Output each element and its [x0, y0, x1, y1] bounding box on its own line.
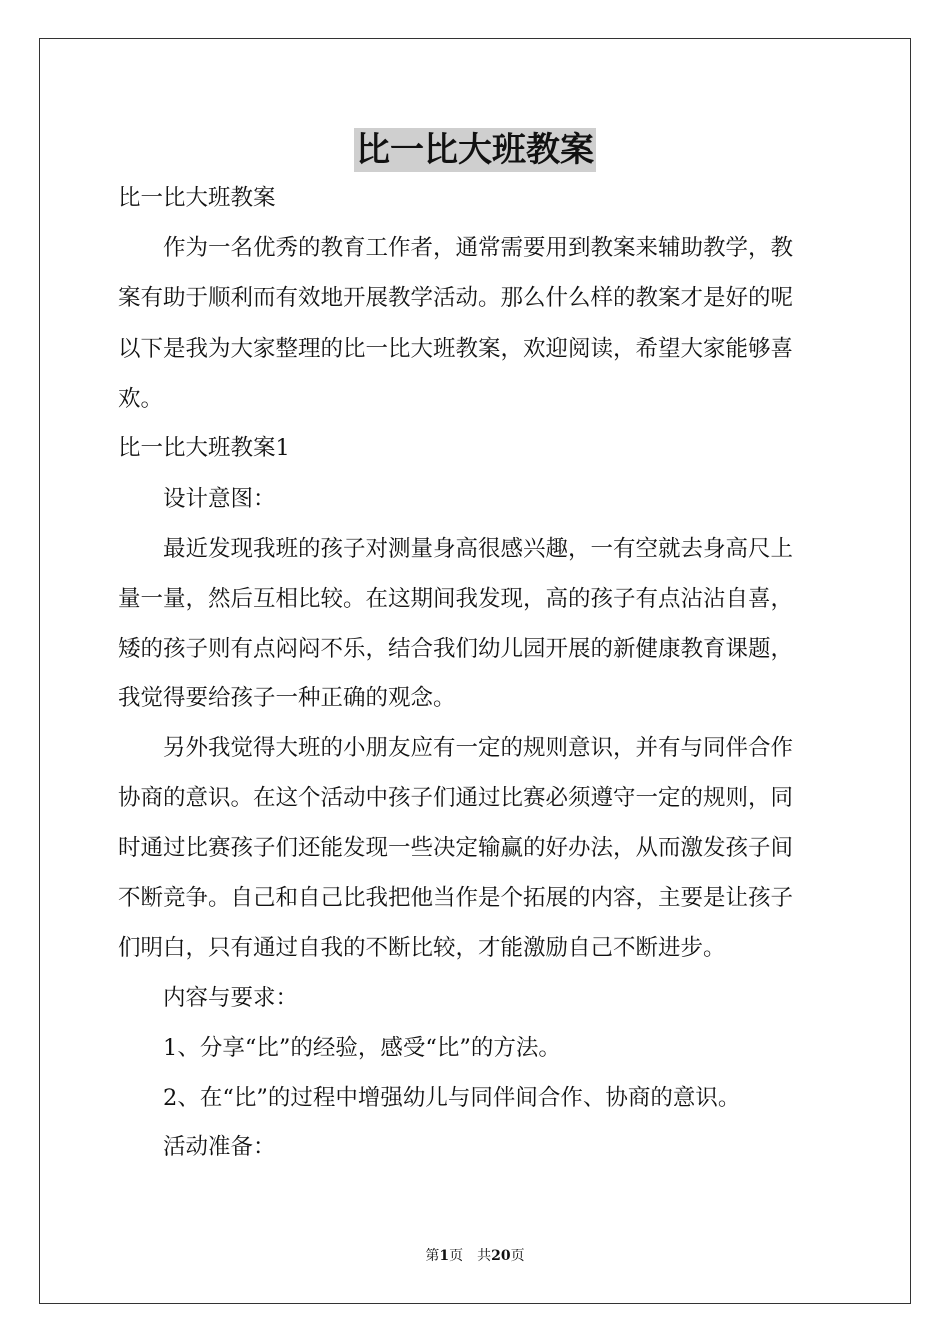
paragraph-line: 活动准备： — [118, 1134, 276, 1160]
paragraph-line: 设计意图： — [118, 486, 276, 512]
footer-mid: 页 共 — [449, 1248, 492, 1264]
paragraph-line: 不断竞争。自己和自己比我把他当作是个拓展的内容，主要是让孩子 — [118, 885, 794, 911]
section-heading: 比一比大班教案1 — [118, 435, 290, 461]
footer-prefix: 第 — [425, 1248, 440, 1264]
paragraph-line: 欢。 — [118, 386, 164, 412]
paragraph-line: 矮的孩子则有点闷闷不乐，结合我们幼儿园开展的新健康教育课题， — [118, 636, 794, 662]
paragraph-line: 1、分享“比”的经验，感受“比”的方法。 — [118, 1035, 561, 1061]
footer-suffix: 页 — [510, 1248, 525, 1264]
paragraph-line: 内容与要求： — [118, 985, 299, 1011]
paragraph-line: 最近发现我班的孩子对测量身高很感兴趣，一有空就去身高尺上 — [118, 536, 794, 562]
paragraph-line: 协商的意识。在这个活动中孩子们通过比赛必须遵守一定的规则，同 — [118, 785, 794, 811]
paragraph-line: 案有助于顺利而有效地开展教学活动。那么什么样的教案才是好的呢 — [118, 285, 794, 311]
paragraph-line: 时通过比赛孩子们还能发现一些决定输赢的好办法，从而激发孩子间 — [118, 835, 794, 861]
document-title: 比一比大班教案 — [356, 130, 594, 170]
page-footer — [0, 1247, 950, 1265]
page-border — [39, 38, 911, 1304]
paragraph-line: 们明白，只有通过自我的不断比较，才能激励自己不断进步。 — [118, 935, 726, 961]
footer-current-page: 1 — [439, 1248, 450, 1264]
paragraph-line: 量一量，然后互相比较。在这期间我发现，高的孩子有点沾沾自喜， — [118, 586, 794, 612]
subtitle-line: 比一比大班教案 — [118, 185, 276, 211]
paragraph-line: 我觉得要给孩子一种正确的观念。 — [118, 685, 456, 711]
footer-total-pages: 20 — [491, 1248, 511, 1264]
paragraph-line: 另外我觉得大班的小朋友应有一定的规则意识，并有与同伴合作 — [118, 735, 794, 761]
paragraph-line: 作为一名优秀的教育工作者，通常需要用到教案来辅助教学，教 — [118, 235, 794, 261]
title-container — [0, 128, 950, 172]
paragraph-line: 以下是我为大家整理的比一比大班教案，欢迎阅读，希望大家能够喜 — [118, 336, 794, 362]
paragraph-line: 2、在“比”的过程中增强幼儿与同伴间合作、协商的意识。 — [118, 1085, 741, 1111]
